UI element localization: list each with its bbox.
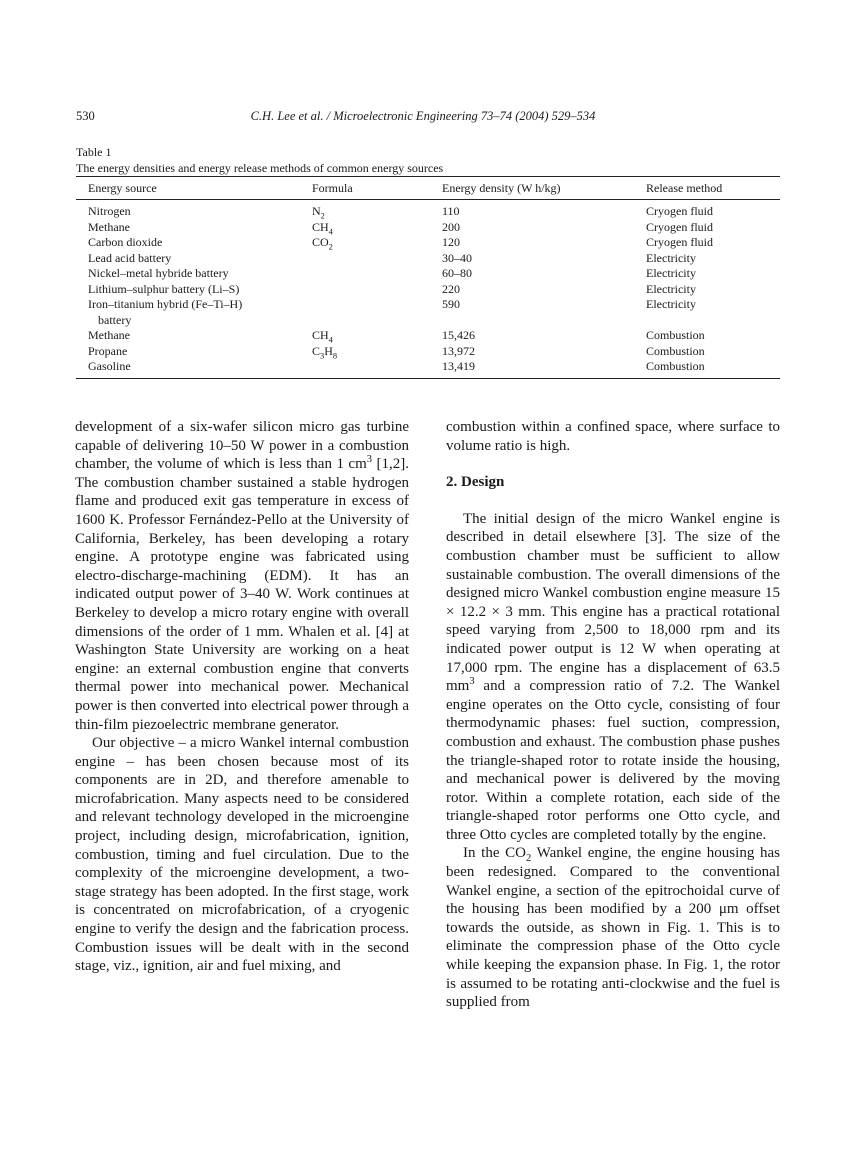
cell-formula — [312, 328, 442, 344]
cell-release-method: Electricity — [646, 250, 696, 265]
cell-formula — [312, 266, 442, 282]
table-row — [76, 344, 780, 360]
cell-energy-density: 590 — [442, 297, 460, 311]
cell-formula — [312, 200, 442, 220]
paragraph — [75, 418, 409, 734]
cell-energy-density: 13,419 — [442, 359, 646, 378]
section-heading: 2. Design — [446, 474, 505, 491]
cell-energy-source — [76, 266, 312, 282]
cell-formula — [312, 282, 442, 298]
table-row — [76, 359, 780, 378]
energy-source-text: Propane — [88, 343, 128, 358]
table-row — [76, 282, 780, 298]
formula-text: H — [324, 343, 333, 358]
formula-subscript: 8 — [332, 350, 338, 360]
subscript: 2 — [526, 853, 532, 865]
cell-release-method: Cryogen fluid — [646, 204, 713, 218]
formula-subscript: 4 — [328, 335, 333, 345]
column-header-energy-source: Energy source — [76, 177, 312, 200]
cell-energy-source — [76, 328, 312, 344]
cell-release-method: Electricity — [646, 281, 696, 296]
cell-energy-source — [76, 344, 312, 360]
table-row — [76, 266, 780, 282]
right-text-column — [446, 418, 780, 1012]
table-row — [76, 328, 780, 344]
energy-source-text: Carbon dioxide — [88, 235, 163, 249]
left-text-column — [75, 418, 409, 976]
cell-release-method: Cryogen fluid — [646, 235, 713, 249]
table-title: The energy densities and energy release methods of common energy sources — [76, 161, 444, 175]
cell-formula — [312, 297, 442, 328]
energy-source-text: Lead acid battery — [88, 250, 172, 265]
cell-energy-density: 110 — [442, 204, 460, 218]
cell-release-method: Combustion — [646, 343, 705, 358]
cell-energy-source — [76, 297, 312, 328]
cell-release-method: Combustion — [646, 359, 780, 378]
paragraph-text: In the CO — [463, 845, 526, 862]
energy-source-text: Nickel–metal hybride battery — [88, 266, 229, 280]
table-row — [76, 297, 780, 328]
paragraph — [446, 510, 780, 845]
column-header-formula: Formula — [312, 177, 442, 200]
page-number: 530 — [76, 109, 95, 123]
paragraph — [446, 844, 780, 1011]
cell-formula — [312, 235, 442, 251]
formula-subscript: 3 — [320, 350, 325, 360]
energy-table — [76, 176, 780, 379]
cell-release-method: Electricity — [646, 266, 696, 280]
formula-text: CO — [312, 235, 329, 249]
formula-subscript: 4 — [328, 226, 333, 236]
cell-energy-density: 220 — [442, 281, 460, 296]
formula-text: CH — [312, 219, 329, 234]
column-header-release-method: Release method — [646, 177, 780, 200]
superscript: 3 — [366, 454, 373, 466]
energy-source-text: Iron–titanium hybrid (Fe–Ti–H) — [88, 297, 243, 311]
cell-energy-source — [76, 359, 312, 378]
cell-formula — [312, 220, 442, 236]
cell-energy-density: 13,972 — [442, 343, 475, 358]
table-label: Table 1 — [76, 145, 112, 159]
cell-energy-density: 200 — [442, 219, 460, 234]
formula-text: CH — [312, 328, 329, 342]
paragraph-text: Wankel engine, the engine housing has been redesigned. Compared to the conventional Wankel engine, a section of the epitrochoidal curve of the housing has been modified by a 200 μm offset towards the outside, as shown in Fig. 1. This is to eliminate the compression phase of the Otto cycle while keeping the expansion phase. In Fig. 1, the rotor is assumed to be rotating anti-clockwise and the fuel is supplied from — [446, 845, 780, 1011]
paragraph-text: development of a six-wafer silicon micro gas turbine capable of delivering 10–50 W power in a combustion chamber, the volume of which is less than 1 cm — [75, 419, 409, 473]
cell-release-method: Electricity — [646, 297, 696, 311]
cell-energy-density: 15,426 — [442, 328, 475, 342]
cell-energy-density: 120 — [442, 235, 460, 249]
superscript: 3 — [469, 676, 475, 688]
paragraph-text: and a compression ratio of 7.2. The Wankel engine operates on the Otto cycle, consisting of four thermodynamic phases: fuel suction, compression, combustion and exhaust. The combustion phase pushes the triangle-shaped rotor to rotate inside the housing, and mechanical power is delivered by the moving rotor. Within a complete rotation, each side of the triangle-shaped rotor performs one Otto cycle, and three Otto cycles are completed totally by the engine. — [446, 678, 780, 843]
cell-energy-source — [76, 235, 312, 251]
table-row — [76, 235, 780, 251]
energy-source-text: Methane — [88, 328, 130, 342]
running-head: C.H. Lee et al. / Microelectronic Engineering 73–74 (2004) 529–534 — [250, 109, 596, 123]
paragraph: Our objective – a micro Wankel internal combustion engine – has been chosen because most of its components are in 2D, and therefore amenable to microfabrication. Many aspects need to be considered and relevant technology developed in the microengine project, including design, microfabrication, ignition, combustion, timing and fuel circulation. Due to the complexity of the microengine development, a two-stage strategy has been adopted. In the first stage, work is concentrated on microfabrication, of a cryogenic engine to verify the design and the fabrication process. Combustion issues will be dealt with in the second stage, viz., ignition, air and fuel mixing, and — [75, 735, 409, 975]
cell-energy-source — [76, 200, 312, 220]
energy-source-text: Lithium–sulphur battery (Li–S) — [88, 281, 240, 296]
cell-release-method: Combustion — [646, 328, 705, 342]
table-header-row — [76, 177, 780, 200]
cell-formula — [312, 344, 442, 360]
paragraph-text: The initial design of the micro Wankel engine is described in detail elsewhere [3]. The size of the combustion chamber must be sufficient to allow sustainable combustion. The overall dimensions of the designed micro Wankel combustion engine measure 15 × 12.2 × 3 mm. This engine has a practical rotational speed varying from 2,500 to 18,000 rpm and its indicated power output is 12 W when operating at 17,000 rpm. The engine has a displacement of 63.5 mm — [446, 510, 780, 695]
table-caption — [76, 144, 443, 176]
cell-energy-source — [76, 220, 312, 236]
cell-formula — [312, 359, 442, 378]
formula-subscript: 2 — [328, 242, 333, 252]
energy-source-continuation: battery — [98, 312, 132, 327]
table-row — [76, 220, 780, 236]
energy-source-text: Gasoline — [88, 359, 131, 373]
cell-formula — [312, 251, 442, 267]
energy-source-text: Nitrogen — [88, 204, 131, 218]
paragraph-text: [1,2]. The combustion chamber sustained a stable hydrogen flame and produced exit gas temperature in excess of 1600 K. Professor Fernández-Pello at the University of California, Berkeley, has been developing a rotary engine. A prototype engine was fabricated using electro-discharge-machining (EDM). It has an indicated output power of 3–40 W. Work continues at Berkeley to develop a micro rotary engine with overall dimensions of the order of 1 mm. Whalen et al. [4] at Washington State University are working on a heat engine: an external combustion engine that converts thermal power into mechanical power. Mechanical power is then converted into electrical power through a thin-film piezoelectric membrane generator. — [75, 456, 409, 733]
formula-text: C — [312, 343, 321, 358]
table-row — [76, 251, 780, 267]
energy-table-container — [76, 176, 780, 379]
formula-text: N — [312, 204, 321, 218]
cell-energy-source — [76, 251, 312, 267]
cell-energy-density: 60–80 — [442, 266, 472, 280]
cell-energy-source — [76, 282, 312, 298]
cell-energy-density: 30–40 — [442, 250, 472, 265]
formula-subscript: 2 — [320, 211, 325, 221]
column-header-energy-density: Energy density (W h/kg) — [442, 177, 646, 200]
cell-release-method: Cryogen fluid — [646, 219, 713, 234]
table-row — [76, 200, 780, 220]
paragraph: combustion within a confined space, where surface to volume ratio is high. — [446, 419, 780, 454]
energy-source-text: Methane — [88, 219, 130, 234]
